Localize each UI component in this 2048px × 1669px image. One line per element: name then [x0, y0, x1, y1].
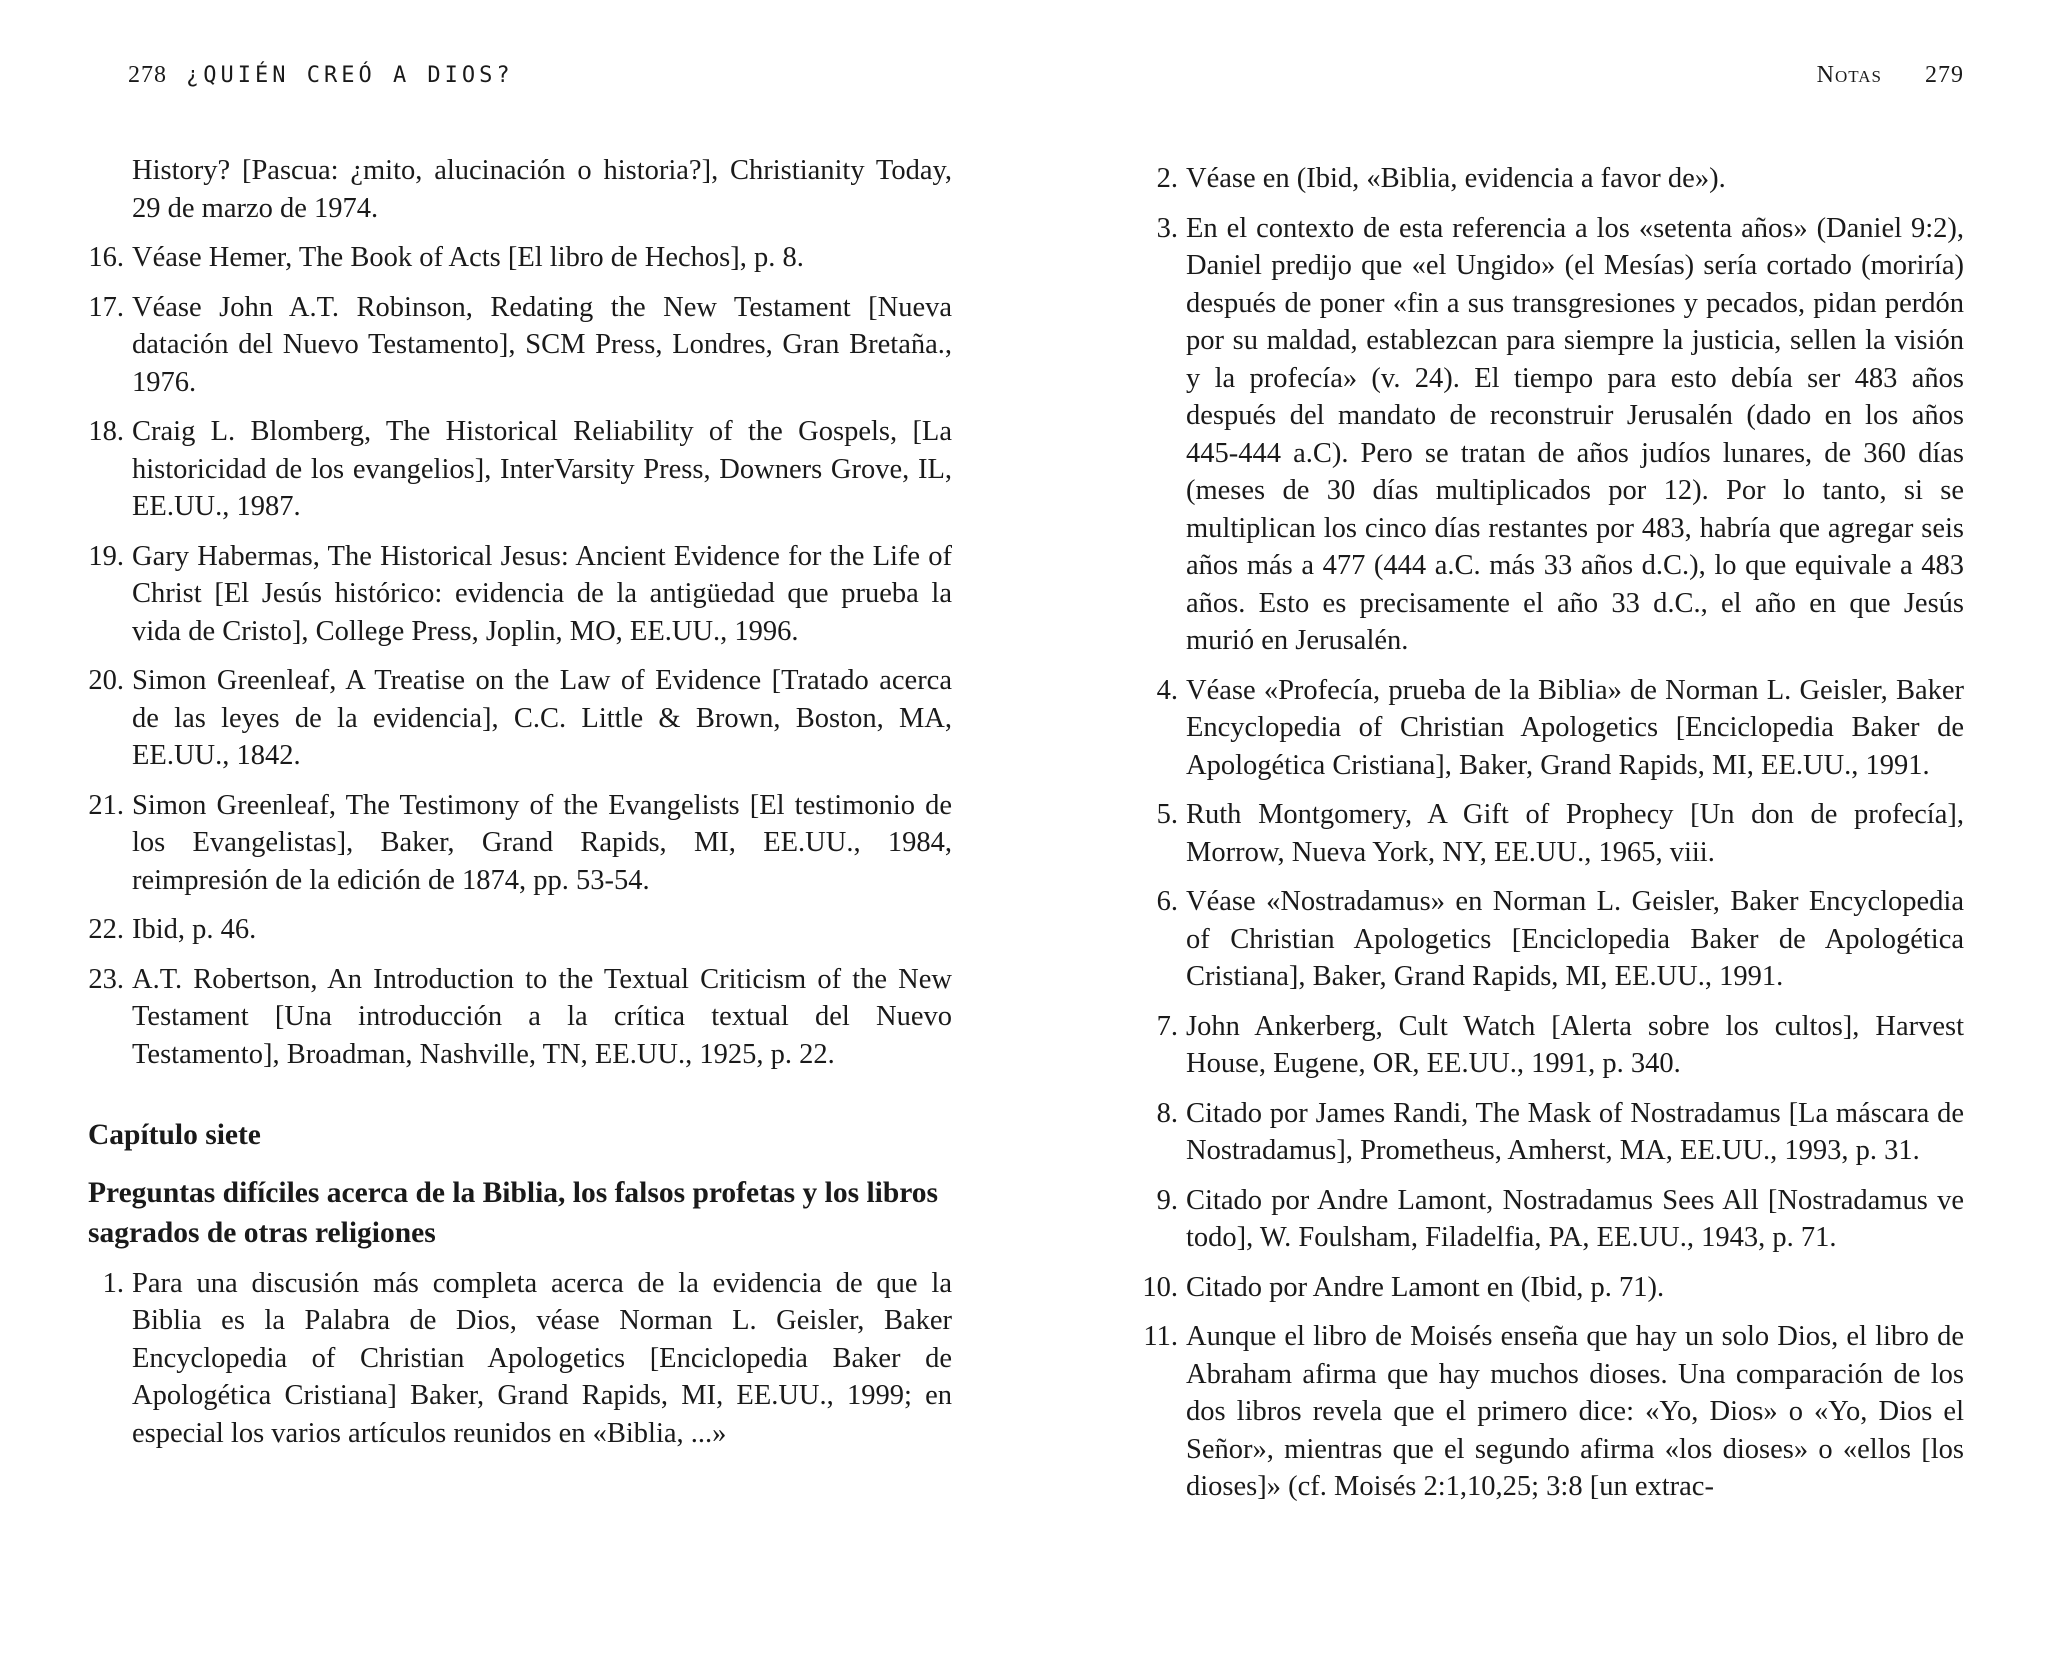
note-number: 11.: [1143, 1321, 1178, 1352]
note-text: Simon Greenleaf, A Treatise on the Law of Evidence [Tratado acerca de las leyes de la evidencia], C.C. Little & Brown, Boston, MA, EE.UU., 1842.: [132, 665, 952, 771]
note-number: 2.: [1156, 163, 1178, 194]
note-number: 22.: [88, 914, 124, 945]
note-22: [88, 911, 952, 949]
note-19: [88, 538, 952, 651]
note-7: [1124, 1008, 1964, 1083]
note-number: 7.: [1156, 1010, 1178, 1042]
note-number: 8.: [1156, 1097, 1178, 1129]
note-8: [1124, 1095, 1964, 1170]
note-11: [1124, 1318, 1964, 1506]
chapter-note-1: [102, 1265, 952, 1453]
note-number: 5.: [1156, 799, 1178, 830]
note-text: Véase John A.T. Robinson, Redating the New Testament [Nueva datación del Nuevo Testamento], SCM Press, Londres, Gran Bretaña., 1976.: [132, 291, 952, 398]
note-number: 21.: [88, 789, 124, 821]
note-text: John Ankerberg, Cult Watch [Alerta sobre los cultos], Harvest House, Eugene, OR, EE.UU., 1991, p. 340.: [1186, 1010, 1964, 1079]
note-text: Aunque el libro de Moisés enseña que hay un solo Dios, el libro de Abraham afirma que hay muchos dioses. Una comparación de los dos libros revela que el primero dice: «Yo, Dios» o «Yo, Dios el Señor», mientras que el segundo afirma «los dioses» o «ellos [los dioses]» (cf. Moisés 2:1,10,25; 3:8 [un extrac-: [1186, 1321, 1964, 1502]
note-number: 20.: [88, 665, 124, 696]
note-number: 23.: [88, 963, 124, 995]
note-number: 19.: [88, 540, 124, 572]
note-23: [88, 961, 952, 1074]
note-17: [88, 289, 952, 402]
note-5: [1124, 796, 1964, 871]
note-number: 10.: [1142, 1271, 1178, 1303]
note-text: Citado por Andre Lamont en (Ibid, p. 71).: [1186, 1271, 1665, 1303]
note-16: [88, 239, 952, 277]
note-3: [1124, 210, 1964, 660]
note-6: [1124, 883, 1964, 996]
right-notes-column: [1124, 160, 1964, 1518]
left-page-number: 278: [128, 62, 167, 88]
note-number: 3.: [1156, 212, 1178, 244]
chapter-heading: Capítulo siete: [88, 1119, 261, 1151]
note-text: Ruth Montgomery, A Gift of Prophecy [Un don de profecía], Morrow, Nueva York, NY, EE.UU., 1965, viii.: [1186, 799, 1964, 868]
chapter-subheading: Preguntas difíciles acerca de la Biblia, los falsos profetas y los libros sagrados de otras religiones: [88, 1176, 939, 1249]
note-text: Véase Hemer, The Book of Acts [El libro de Hechos], p. 8.: [132, 242, 804, 273]
left-running-head: [128, 62, 514, 89]
book-title: ¿QUIÉN CREÓ A DIOS?: [186, 63, 514, 88]
note-number: 6.: [1156, 886, 1178, 917]
note-number: 9.: [1156, 1184, 1178, 1216]
right-running-head: [1817, 62, 1964, 89]
note-text: Véase en (Ibid, «Biblia, evidencia a favor de»).: [1186, 163, 1726, 194]
note-number: 18.: [88, 416, 124, 447]
left-notes-column: [88, 152, 952, 1464]
note-text: Véase «Nostradamus» en Norman L. Geisler, Baker Encyclopedia of Christian Apologetics [Enciclopedia Baker de Apologética Cristiana], Baker, Grand Rapids, MI, EE.UU., 1991.: [1186, 886, 1964, 992]
note-number: 16.: [88, 242, 124, 273]
note-9: [1124, 1182, 1964, 1257]
note-continuation: History? [Pascua: ¿mito, alucinación o historia?], Christianity Today, 29 de marzo de 1974.: [132, 155, 952, 224]
note-10: [1124, 1269, 1964, 1307]
note-2: [1124, 160, 1964, 198]
note-text: Ibid, p. 46.: [132, 914, 257, 945]
right-page-number: 279: [1925, 62, 1964, 88]
note-text: Véase «Profecía, prueba de la Biblia» de Norman L. Geisler, Baker Encyclopedia of Christian Apologetics [Enciclopedia Baker de Apologética Cristiana], Baker, Grand Rapids, MI, EE.UU., 1991.: [1186, 674, 1964, 781]
note-number: 1.: [102, 1267, 124, 1299]
note-21: [88, 787, 952, 900]
note-text: A.T. Robertson, An Introduction to the Textual Criticism of the New Testament [Una introducción a la crítica textual del Nuevo Testamento], Broadman, Nashville, TN, EE.UU., 1925, p. 22.: [132, 963, 952, 1070]
section-label: Notas: [1816, 62, 1882, 88]
note-text: Citado por Andre Lamont, Nostradamus Sees All [Nostradamus ve todo], W. Foulsham, Filadelfia, PA, EE.UU., 1943, p. 71.: [1186, 1184, 1964, 1253]
note-20: [88, 662, 952, 775]
note-text: En el contexto de esta referencia a los «setenta años» (Daniel 9:2), Daniel predijo que «el Ungido» (el Mesías) sería cortado (moriría) después de poner «fin a sus transgresiones y pecados, pidan perdón por su maldad, establezcan para siempre la justicia, sellen la visión y la profecía» (v. 24). El tiempo para esto debía ser 483 años después del mandato de reconstruir Jerusalén (dado en los años 445-444 a.C). Pero se tratan de años judíos lunares, de 360 días (meses de 30 días multiplicados por 12). Por lo tanto, si se multiplican los cinco días restantes por 483, habría que agregar seis años más a 477 (444 a.C. más 33 años d.C.), lo que equivale a 483 años. Esto es precisamente el año 33 d.C., el año en que Jesús murió en Jerusalén.: [1186, 212, 1964, 656]
note-text: Gary Habermas, The Historical Jesus: Ancient Evidence for the Life of Christ [El Jesús histórico: evidencia de la antigüedad que prueba la vida de Cristo], College Press, Joplin, MO, EE.UU., 1996.: [132, 540, 952, 647]
note-text: Citado por James Randi, The Mask of Nostradamus [La máscara de Nostradamus], Prometheus, Amherst, MA, EE.UU., 1993, p. 31.: [1186, 1097, 1964, 1166]
note-text: Craig L. Blomberg, The Historical Reliability of the Gospels, [La historicidad de los evangelios], InterVarsity Press, Downers Grove, IL, EE.UU., 1987.: [132, 416, 952, 522]
right-page: [1024, 0, 2048, 1669]
note-text: Para una discusión más completa acerca de la evidencia de que la Biblia es la Palabra de Dios, véase Norman L. Geisler, Baker Encyclopedia of Christian Apologetics [Enciclopedia Baker de Apologética Cristiana] Baker, Grand Rapids, MI, EE.UU., 1999; en especial los varios artículos reunidos en «Biblia, ...»: [132, 1267, 952, 1449]
note-18: [88, 413, 952, 526]
note-text: Simon Greenleaf, The Testimony of the Evangelists [El testimonio de los Evangelistas], Baker, Grand Rapids, MI, EE.UU., 1984, reimpresión de la edición de 1874, pp. 53-54.: [132, 789, 952, 896]
note-number: 17.: [88, 291, 124, 323]
note-number: 4.: [1156, 674, 1178, 706]
note-4: [1124, 672, 1964, 785]
